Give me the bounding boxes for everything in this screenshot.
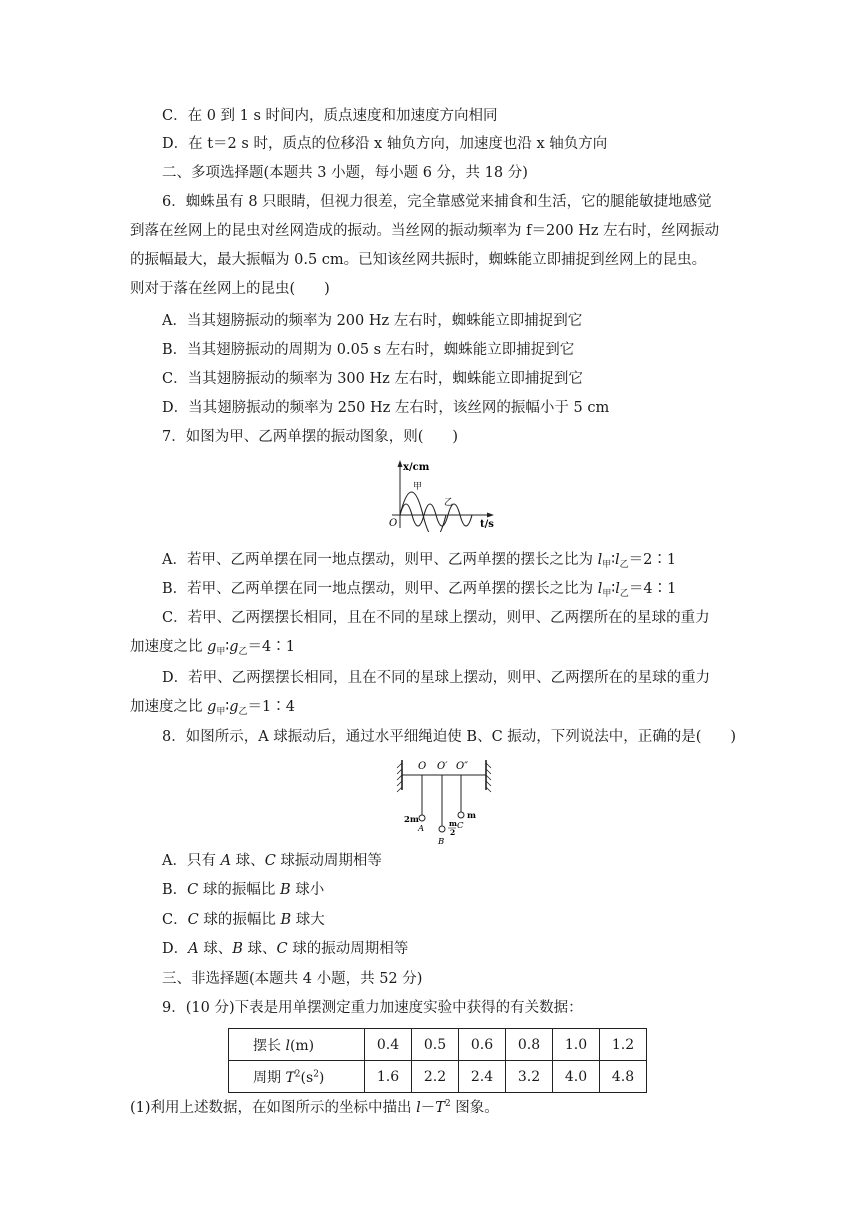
q7-curve-jia: [400, 492, 446, 532]
table-cell: 0.4: [365, 1029, 412, 1061]
q6-stem-line-4: 则对于落在丝网上的昆虫( ): [130, 281, 330, 297]
q7-vibration-graph: [386, 458, 506, 532]
q7-y-label: x/cm: [403, 462, 430, 473]
table-row-label: 周期 $T^2(s^2)$: [229, 1061, 365, 1093]
table-cell: 4.8: [600, 1061, 647, 1093]
table-row: [229, 1029, 647, 1061]
q7-option-d-line-2: 加速度之比 $g_甲∶g_乙=1∶4$: [130, 699, 295, 717]
q8-stem: 8．如图所示，A 球振动后，通过水平细绳迫使 B、C 振动，下列说法中，正确的是( ): [162, 729, 737, 745]
table-cell: 0.5: [412, 1029, 459, 1061]
table-cell: 2.4: [459, 1061, 506, 1093]
q9-stem: 9．(10 分)下表是用单摆测定重力加速度实验中获得的有关数据：: [162, 1000, 583, 1016]
q8-option-a: A．只有 A 球、C 球振动周期相等: [162, 853, 382, 869]
q7-option-a: A．若甲、乙两单摆在同一地点摆动，则甲、乙两单摆的摆长之比为 $l_甲∶l_乙=2∶1$: [162, 552, 677, 570]
table-cell: 3.2: [506, 1061, 553, 1093]
q6-stem-line-1: 6．蜘蛛虽有 8 只眼睛，但视力很差，完全靠感觉来捕食和生活，它的腿能敏捷地感觉: [162, 194, 712, 210]
q9-data-table: [228, 1028, 647, 1093]
q7-option-c-line-2: 加速度之比 $g_甲∶g_乙=4∶1$: [130, 639, 295, 657]
q8-pivot-o1: O′: [437, 761, 448, 772]
q8-option-d: D．A 球、B 球、C 球的振动周期相等: [162, 941, 409, 957]
q8-mass-a: 2m: [404, 815, 419, 825]
table-cell: 2.2: [412, 1061, 459, 1093]
q9-part-1: (1)利用上述数据，在如图所示的坐标中描出 $l-T^2$ 图象。: [130, 1099, 499, 1116]
q8-ball-a: [419, 815, 425, 821]
table-cell: 1.0: [553, 1029, 600, 1061]
q7-y-arrow: [398, 460, 403, 467]
q5-option-c: C．在 0 到 1 s 时间内，质点速度和加速度方向相同: [162, 108, 498, 124]
q8-label-c: C: [457, 821, 464, 831]
q6-option-a: A．当其翅膀振动的频率为 200 Hz 左右时，蜘蛛能立即捕捉到它: [162, 313, 583, 329]
q8-ball-b: [439, 826, 445, 832]
q6-option-c: C．当其翅膀振动的频率为 300 Hz 左右时，蜘蛛能立即捕捉到它: [162, 371, 583, 387]
section-3-heading: 三、非选择题(本题共 4 小题，共 52 分): [162, 971, 423, 987]
q7-option-d-line-1: D．若甲、乙两摆摆长相同，且在不同的星球上摆动，则甲、乙两摆所在的星球的重力: [162, 670, 711, 686]
table-cell: 0.6: [459, 1029, 506, 1061]
q8-mass-b-num: m: [449, 819, 457, 828]
q7-label-jia: 甲: [413, 482, 423, 492]
q8-option-c: C．C 球的振幅比 B 球大: [162, 912, 325, 928]
q8-ball-c: [458, 812, 464, 818]
q7-origin-label: O: [389, 518, 398, 529]
section-2-heading: 二、多项选择题(本题共 3 小题，每小题 6 分，共 18 分): [162, 165, 528, 181]
q8-label-a: A: [418, 824, 425, 834]
q7-x-arrow: [487, 513, 494, 518]
q8-pivot-o2: O″: [456, 761, 468, 772]
q8-mass-b-den: 2: [450, 828, 456, 837]
table-cell: 1.2: [600, 1029, 647, 1061]
q7-option-c-line-1: C．若甲、乙两摆摆长相同，且在不同的星球上摆动，则甲、乙两摆所在的星球的重力: [162, 610, 710, 626]
table-cell: 1.6: [365, 1061, 412, 1093]
q6-stem-line-3: 的振幅最大，最大振幅为 0.5 cm。已知该丝网共振时，蜘蛛能立即捕捉到丝网上的昆虫。: [130, 252, 707, 268]
table-row: [229, 1061, 647, 1093]
q6-option-b: B．当其翅膀振动的周期为 0.05 s 左右时，蜘蛛能立即捕捉到它: [162, 342, 575, 358]
q8-mass-c: m: [467, 811, 476, 821]
q7-label-yi: 乙: [444, 498, 454, 508]
q8-pendulum-diagram: [396, 758, 496, 850]
table-cell: 0.8: [506, 1029, 553, 1061]
q5-option-d: D．在 t＝2 s 时，质点的位移沿 x 轴负方向，加速度也沿 x 轴负方向: [162, 136, 608, 152]
q6-option-d: D．当其翅膀振动的频率为 250 Hz 左右时，该丝网的振幅小于 5 cm: [162, 400, 610, 416]
q6-stem-line-2: 到落在丝网上的昆虫对丝网造成的振动。当丝网的振动频率为 f＝200 Hz 左右时，丝网振动: [130, 223, 720, 239]
q8-pivot-o: O: [418, 761, 427, 772]
table-cell: 4.0: [553, 1061, 600, 1093]
q8-option-b: B．C 球的振幅比 B 球小: [162, 882, 325, 898]
q8-label-b: B: [438, 837, 445, 847]
table-row-label: 摆长 l(m): [229, 1029, 365, 1061]
q7-option-b: B．若甲、乙两单摆在同一地点摆动，则甲、乙两单摆的摆长之比为 $l_甲∶l_乙=4∶1$: [162, 581, 677, 599]
q7-stem: 7．如图为甲、乙两单摆的振动图象，则( ): [162, 429, 459, 445]
q7-x-label: t/s: [480, 519, 494, 530]
